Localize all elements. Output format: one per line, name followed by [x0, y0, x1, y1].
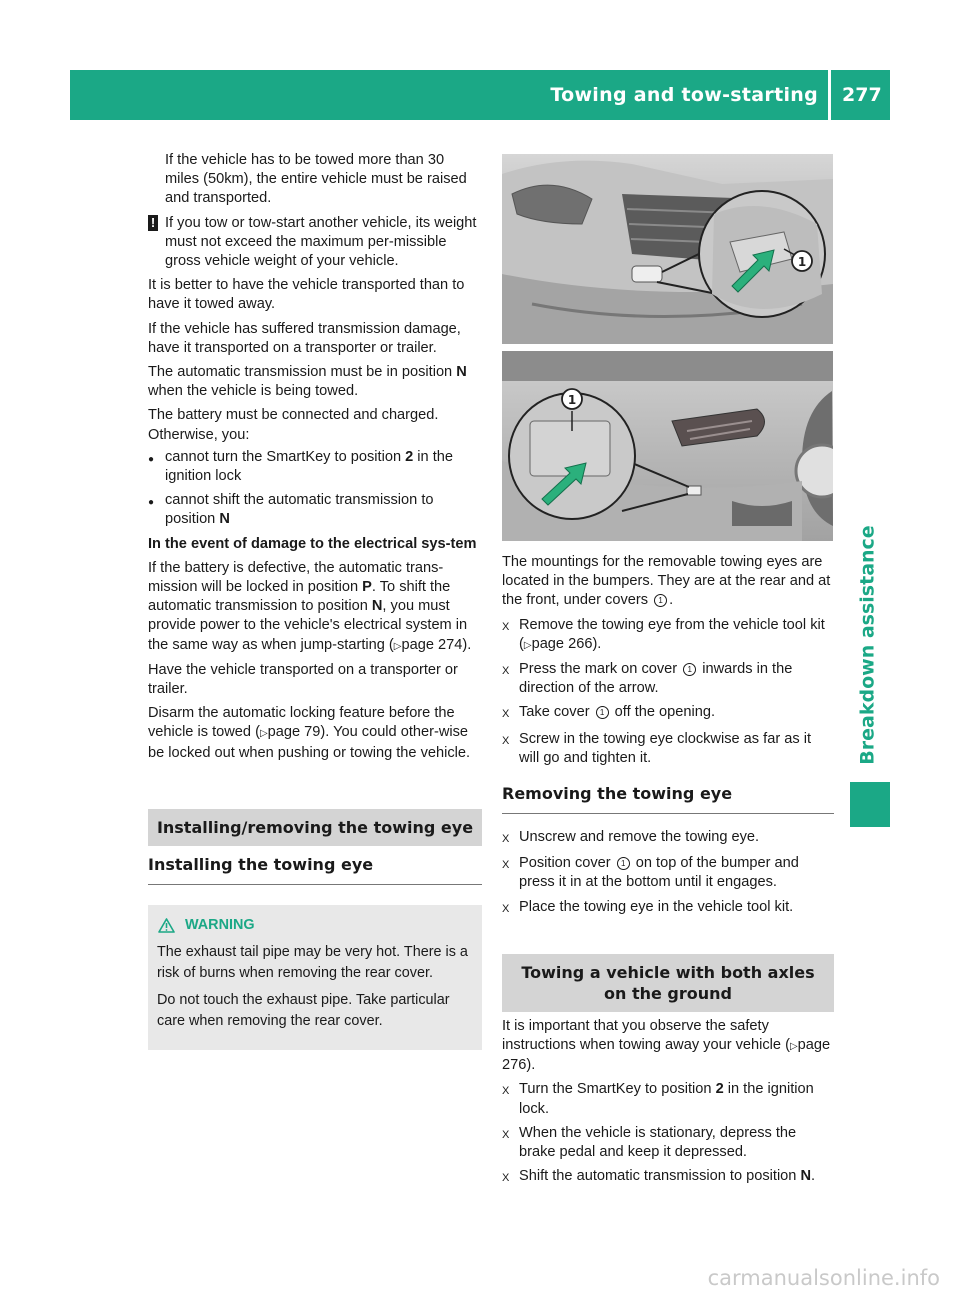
- paragraph: [148, 363, 482, 401]
- side-tab-marker: [850, 782, 890, 827]
- page-reference[interactable]: page 266).: [531, 635, 602, 652]
- page-reference[interactable]: page 79). You could other-wise be locked out when pushing or towing the vehicle.: [148, 724, 471, 761]
- step-item: [502, 703, 834, 724]
- text: on top of the bumper and press it in at the bottom until it engages.: [519, 855, 799, 891]
- text: Take cover: [519, 704, 594, 721]
- text: Press the mark on cover: [519, 661, 682, 678]
- step-text: [519, 616, 834, 655]
- text: .: [811, 1168, 816, 1185]
- text: Shift the automatic transmission to position: [519, 1168, 801, 1185]
- paragraph: [148, 704, 482, 763]
- step-text: Place the towing eye in the vehicle tool kit.: [519, 898, 794, 915]
- paragraph: The battery must be connected and charged. Otherwise, you:: [148, 407, 439, 443]
- right-column: [502, 553, 834, 1193]
- list-item: [148, 491, 482, 529]
- front-bumper-illustration: [502, 154, 833, 344]
- callout-icon: 1: [683, 663, 696, 676]
- warning-label: WARNING: [185, 916, 255, 933]
- list-item-text: [165, 448, 482, 486]
- step-marker-icon: X: [502, 902, 510, 915]
- text: cannot shift the automatic transmission to position: [165, 492, 434, 528]
- position-letter: N: [456, 364, 467, 381]
- position-number: 2: [715, 1081, 724, 1098]
- list-item-text: [165, 491, 482, 529]
- step-text: Screw in the towing eye clockwise as far as it will go and tighten it.: [519, 730, 811, 766]
- callout-number: 1: [797, 255, 807, 269]
- warning-text: Do not touch the exhaust pipe. Take particular care when removing the rear cover.: [157, 991, 450, 1029]
- side-tab: [846, 525, 890, 765]
- left-column: [148, 151, 482, 1050]
- step-marker-icon: X: [502, 859, 510, 872]
- text: off the opening.: [610, 704, 716, 721]
- step-marker-icon: X: [502, 1128, 510, 1141]
- warning-box: [148, 905, 482, 1050]
- text: when the vehicle is being towed.: [148, 383, 359, 400]
- text: . To shift the automatic transmission to position: [148, 579, 451, 615]
- step-marker-icon: X: [502, 665, 510, 678]
- paragraph: It is better to have the vehicle transported than to have it towed away.: [148, 277, 465, 313]
- damage-note-text: If you tow or tow-start another vehicle, its weight must not exceed the maximum per-missible gross vehicle weight of your vehicle.: [165, 214, 477, 270]
- paragraph: Have the vehicle transported on a transporter or trailer.: [148, 661, 458, 698]
- xref-arrow-icon: ▷: [789, 1041, 798, 1053]
- section-title: Installing/removing the towing eye: [148, 809, 482, 846]
- text: in the ignition lock.: [519, 1081, 814, 1117]
- bullet-icon: ●: [148, 453, 155, 465]
- step-item: [502, 898, 834, 919]
- text: The mountings for the removable towing eyes are located in the bumpers. They are at the rear and at the front, under covers: [502, 554, 831, 609]
- position-letter: N: [371, 598, 383, 615]
- heading-installing: Installing the towing eye: [148, 854, 482, 885]
- text: If the battery is defective, the automatic trans-mission will be locked in position: [148, 559, 444, 596]
- step-item: [502, 854, 834, 892]
- step-text: [519, 660, 834, 698]
- paragraph: If the vehicle has to be towed more than 30 miles (50km), the entire vehicle must be raised and transported.: [165, 152, 467, 207]
- side-tab-label: Breakdown assistance: [857, 525, 880, 765]
- subheading: In the event of damage to the electrical sys-tem: [148, 535, 477, 552]
- text: Remove the towing eye from the vehicle tool kit (: [519, 616, 825, 652]
- paragraph: [502, 553, 834, 611]
- page-title: Towing and tow-starting: [550, 84, 818, 106]
- step-marker-icon: X: [502, 1172, 510, 1185]
- position-number: 2: [405, 448, 414, 465]
- step-item: [502, 1167, 834, 1188]
- step-item: [502, 616, 834, 655]
- step-text: When the vehicle is stationary, depress the brake pedal and keep it depressed.: [519, 1124, 797, 1161]
- watermark: carmanualsonline.info: [707, 1266, 940, 1290]
- step-marker-icon: X: [502, 620, 510, 633]
- list-item: [148, 448, 482, 486]
- step-text: [519, 854, 834, 892]
- step-item: [502, 1080, 834, 1118]
- paragraph: [148, 559, 482, 656]
- bullet-icon: ●: [148, 497, 155, 509]
- text: in the ignition lock: [165, 448, 454, 485]
- page-reference[interactable]: page 276).: [502, 1037, 831, 1074]
- step-marker-icon: X: [502, 734, 510, 747]
- text: , you must provide power to the vehicle's electrical system in the same way as when jump-starting (: [148, 598, 468, 653]
- callout-icon: 1: [617, 857, 630, 870]
- xref-arrow-icon: ▷: [259, 728, 268, 740]
- paragraph: [502, 1017, 834, 1076]
- page-reference[interactable]: page 274).: [401, 636, 472, 653]
- callout-icon: 1: [596, 706, 609, 719]
- section-title: Towing a vehicle with both axles on the ground: [502, 954, 834, 1012]
- text: .: [669, 592, 674, 609]
- front-bumper-drawing: [502, 154, 833, 344]
- callout-number: 1: [567, 393, 577, 407]
- page-number: 277: [842, 84, 882, 106]
- warning-triangle-icon: [158, 918, 175, 933]
- rear-bumper-drawing: [502, 351, 833, 541]
- text: cannot turn the SmartKey to position: [165, 448, 406, 465]
- position-letter: N: [219, 511, 230, 528]
- step-text: Unscrew and remove the towing eye.: [519, 829, 760, 846]
- step-marker-icon: X: [502, 708, 510, 721]
- step-item: [502, 828, 834, 849]
- warning-header: [157, 915, 473, 936]
- text: Position cover: [519, 855, 615, 872]
- paragraph: If the vehicle has suffered transmission damage, have it transported on a transporter or trailer.: [148, 320, 461, 356]
- step-marker-icon: X: [502, 833, 510, 846]
- text: Turn the SmartKey to position: [519, 1081, 716, 1098]
- text: inwards in the direction of the arrow.: [519, 661, 793, 697]
- step-text: [519, 1080, 834, 1118]
- step-text: [519, 1167, 815, 1188]
- header-divider: [828, 70, 831, 120]
- step-text: [519, 703, 715, 724]
- position-letter: N: [800, 1168, 812, 1185]
- step-item: [502, 730, 834, 768]
- step-marker-icon: X: [502, 1085, 510, 1098]
- exclamation-icon: !: [148, 215, 158, 231]
- text: Disarm the automatic locking feature before the vehicle is towed (: [148, 705, 455, 741]
- xref-arrow-icon: ▷: [393, 640, 402, 652]
- damage-note: [148, 214, 482, 272]
- rear-bumper-illustration: [502, 351, 833, 541]
- heading-removing: Removing the towing eye: [502, 783, 834, 814]
- step-item: [502, 660, 834, 698]
- warning-text: The exhaust tail pipe may be very hot. There is a risk of burns when removing the rear cover.: [157, 943, 468, 981]
- step-item: [502, 1124, 834, 1162]
- callout-icon: 1: [654, 594, 667, 607]
- text: The automatic transmission must be in position: [148, 364, 457, 381]
- xref-arrow-icon: ▷: [523, 639, 532, 651]
- text: It is important that you observe the safety instructions when towing away your vehicle (: [502, 1017, 790, 1054]
- position-letter: P: [362, 579, 372, 596]
